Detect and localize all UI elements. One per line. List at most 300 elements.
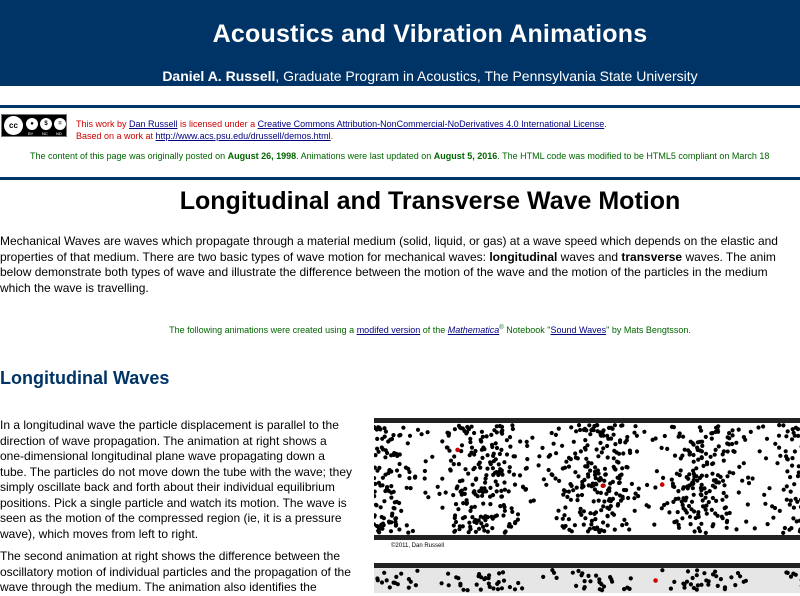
- particle: [389, 529, 393, 533]
- particle: [470, 446, 474, 450]
- particle: [618, 481, 622, 485]
- tracked-particle-1: [653, 578, 658, 583]
- particle: [777, 434, 781, 438]
- particle: [380, 483, 384, 487]
- particle: [567, 456, 571, 460]
- modified-version-link[interactable]: modifed version: [357, 325, 421, 335]
- particle: [785, 484, 789, 488]
- particle: [711, 496, 715, 500]
- particle: [407, 577, 411, 581]
- particle: [518, 439, 522, 443]
- particle: [574, 584, 578, 588]
- credit-text-3: Notebook ": [504, 325, 551, 335]
- particle: [587, 483, 591, 487]
- posted-text-2: . Animations were last updated on: [296, 151, 434, 161]
- particle: [746, 502, 750, 506]
- particle: [625, 522, 629, 526]
- particle: [630, 482, 634, 486]
- particle: [486, 515, 490, 519]
- particle: [692, 443, 696, 447]
- particle: [467, 530, 471, 534]
- particle: [500, 425, 504, 429]
- particle: [430, 455, 434, 459]
- particle: [573, 470, 577, 474]
- particle: [491, 466, 495, 470]
- particle: [426, 495, 430, 499]
- particle: [719, 475, 723, 479]
- particle: [701, 504, 705, 508]
- particle: [605, 444, 609, 448]
- particle: [761, 424, 765, 428]
- particle: [482, 577, 486, 581]
- particle: [714, 480, 718, 484]
- particle: [583, 585, 587, 589]
- particle: [635, 449, 639, 453]
- particle: [483, 481, 487, 485]
- particle: [470, 425, 474, 429]
- particle: [685, 511, 689, 515]
- particle-field-2: [374, 568, 800, 593]
- particle: [495, 446, 499, 450]
- particle: [729, 575, 733, 579]
- particle: [544, 483, 548, 487]
- particle: [576, 569, 580, 573]
- particle: [586, 574, 590, 578]
- particle: [405, 486, 409, 490]
- particle: [781, 531, 785, 535]
- particle: [481, 446, 485, 450]
- particle: [507, 489, 511, 493]
- particle: [601, 434, 605, 438]
- particle: [406, 531, 410, 535]
- particle: [460, 443, 464, 447]
- particle: [753, 526, 757, 530]
- particle: [393, 500, 397, 504]
- particle: [460, 492, 464, 496]
- particle: [408, 434, 412, 438]
- particle: [391, 433, 395, 437]
- particle: [489, 515, 493, 519]
- particle: [386, 471, 390, 475]
- particle: [490, 445, 494, 449]
- particle-field: [374, 423, 800, 535]
- particle: [463, 467, 467, 471]
- particle: [672, 580, 676, 584]
- particle: [612, 456, 616, 460]
- particle: [382, 571, 386, 575]
- particle: [670, 425, 674, 429]
- particle: [550, 473, 554, 477]
- p1-line: one-dimensional longitudinal plane wave propagating down a: [0, 449, 372, 465]
- particle: [791, 427, 795, 431]
- particle: [585, 443, 589, 447]
- particle: [474, 477, 478, 481]
- particle: [691, 453, 695, 457]
- particle: [691, 576, 695, 580]
- particle: [606, 523, 610, 527]
- particle: [606, 514, 610, 518]
- particle: [503, 488, 507, 492]
- particle: [785, 469, 789, 473]
- particle: [743, 438, 747, 442]
- cc-license-badge-icon[interactable]: [1, 114, 67, 137]
- particle: [389, 484, 393, 488]
- particle: [665, 447, 669, 451]
- particle: [786, 429, 790, 433]
- particle: [374, 494, 376, 498]
- sound-waves-link[interactable]: Sound Waves: [550, 325, 606, 335]
- particle: [482, 528, 486, 532]
- particle: [436, 485, 440, 489]
- particle: [499, 448, 503, 452]
- particle: [775, 461, 779, 465]
- particle: [452, 454, 456, 458]
- particle: [393, 520, 397, 524]
- particle: [681, 582, 685, 586]
- particle: [426, 430, 430, 434]
- particle: [480, 430, 484, 434]
- particle: [734, 527, 738, 531]
- particle: [679, 456, 683, 460]
- particle: [686, 448, 690, 452]
- particle: [444, 490, 448, 494]
- particle: [537, 463, 541, 467]
- particle: [612, 433, 616, 437]
- particle: [475, 583, 479, 587]
- particle: [727, 431, 731, 435]
- particle: [700, 444, 704, 448]
- particle: [588, 579, 592, 583]
- particle: [461, 588, 465, 592]
- particle: [790, 456, 794, 460]
- particle: [790, 437, 794, 441]
- particle: [778, 509, 782, 513]
- particle: [557, 427, 561, 431]
- longitudinal-wave-animation: [374, 418, 800, 540]
- particle: [710, 508, 714, 512]
- particle: [485, 434, 489, 438]
- particle: [499, 495, 503, 499]
- particle: [562, 513, 566, 517]
- particle: [479, 515, 483, 519]
- particle: [503, 509, 507, 513]
- particle: [388, 585, 392, 589]
- particle: [628, 587, 632, 591]
- particle: [394, 575, 398, 579]
- particle: [499, 489, 503, 493]
- particle: [516, 581, 520, 585]
- particle: [413, 476, 417, 480]
- particle: [696, 583, 700, 587]
- particle: [502, 503, 506, 507]
- particle: [491, 586, 495, 590]
- particle: [688, 483, 692, 487]
- particle: [795, 519, 799, 523]
- particle: [608, 481, 612, 485]
- particle: [734, 441, 738, 445]
- particle: [730, 428, 734, 432]
- particle: [501, 513, 505, 517]
- particle: [374, 503, 378, 507]
- particle: [392, 506, 396, 510]
- particle: [692, 472, 696, 476]
- particle: [513, 454, 517, 458]
- particle: [695, 573, 699, 577]
- particle: [488, 502, 492, 506]
- particle: [707, 579, 711, 583]
- particle: [498, 452, 502, 456]
- particle: [691, 486, 695, 490]
- particle: [609, 577, 613, 581]
- particle: [690, 500, 694, 504]
- particle: [583, 438, 587, 442]
- particle: [587, 423, 591, 427]
- particle: [541, 575, 545, 579]
- particle: [374, 482, 377, 486]
- particle: [580, 493, 584, 497]
- particle: [692, 493, 696, 497]
- particle: [679, 468, 683, 472]
- p1-line: tube. The particles do not move down the tube with the wave; they: [0, 465, 372, 481]
- particle: [554, 451, 558, 455]
- particle: [722, 483, 726, 487]
- particle: [489, 433, 493, 437]
- particle: [762, 493, 766, 497]
- particle: [491, 473, 495, 477]
- particle: [457, 424, 461, 428]
- tracked-particle-3: [660, 482, 665, 487]
- particle: [789, 490, 793, 494]
- particle: [492, 452, 496, 456]
- particle: [572, 440, 576, 444]
- particle: [733, 450, 737, 454]
- particle: [742, 461, 746, 465]
- particle: [607, 498, 611, 502]
- particle: [571, 488, 575, 492]
- particle: [380, 445, 384, 449]
- particle: [397, 433, 401, 437]
- p1-line: wave), which moves from left to right.: [0, 527, 372, 543]
- animation-credit: [0, 325, 800, 335]
- particle: [452, 530, 456, 534]
- intro-line-2: [0, 250, 800, 266]
- particle: [465, 501, 469, 505]
- particle: [500, 586, 504, 590]
- particle: [563, 505, 567, 509]
- particle: [606, 455, 610, 459]
- particle: [583, 579, 587, 583]
- particle: [497, 571, 501, 575]
- particle: [567, 490, 571, 494]
- particle: [624, 465, 628, 469]
- particle: [586, 472, 590, 476]
- particle: [699, 522, 703, 526]
- particle: [540, 446, 544, 450]
- p2-line: The second animation at right shows the difference between the: [0, 549, 372, 565]
- registered-mark: ®: [499, 325, 503, 331]
- particle: [628, 451, 632, 455]
- particle: [494, 441, 498, 445]
- particle: [709, 455, 713, 459]
- particle: [611, 427, 615, 431]
- particle: [582, 523, 586, 527]
- particle: [466, 588, 470, 592]
- particle: [689, 522, 693, 526]
- source-end: .: [331, 131, 334, 141]
- particle: [726, 449, 730, 453]
- p1-line: direction of wave propagation. The animation at right shows a: [0, 434, 372, 450]
- particle: [451, 493, 455, 497]
- particle: [452, 523, 456, 527]
- particle: [791, 516, 795, 520]
- particle: [724, 494, 728, 498]
- particle: [380, 515, 384, 519]
- particle: [597, 499, 601, 503]
- particle: [645, 483, 649, 487]
- particle: [512, 473, 516, 477]
- particle: [513, 483, 517, 487]
- particle: [661, 476, 665, 480]
- particle: [673, 454, 677, 458]
- particle: [598, 441, 602, 445]
- particle: [792, 506, 796, 510]
- particle: [440, 477, 444, 481]
- particle: [705, 512, 709, 516]
- particle: [445, 445, 449, 449]
- particle: [693, 529, 697, 533]
- particle: [787, 528, 791, 532]
- particle: [700, 440, 704, 444]
- particle: [550, 568, 554, 572]
- particle: [594, 574, 598, 578]
- particle: [710, 437, 714, 441]
- particle: [749, 430, 753, 434]
- particle: [593, 517, 597, 521]
- author-link[interactable]: Dan Russell: [129, 119, 178, 129]
- particle: [620, 523, 624, 527]
- particle: [508, 465, 512, 469]
- particle: [601, 446, 605, 450]
- particle: [785, 498, 789, 502]
- particle: [567, 465, 571, 469]
- particle: [681, 435, 685, 439]
- particle: [570, 484, 574, 488]
- source-link[interactable]: http://www.acs.psu.edu/drussell/demos.html: [156, 131, 331, 141]
- particle: [383, 455, 387, 459]
- particle: [560, 444, 564, 448]
- particle: [594, 482, 598, 486]
- particle: [454, 520, 458, 524]
- particle: [632, 431, 636, 435]
- particle: [773, 506, 777, 510]
- particle: [720, 515, 724, 519]
- particle: [713, 453, 717, 457]
- particle: [458, 583, 462, 587]
- particle: [553, 476, 557, 480]
- particle: [736, 571, 740, 575]
- particle: [502, 480, 506, 484]
- particle: [374, 453, 378, 457]
- particle: [670, 478, 674, 482]
- particle: [714, 448, 718, 452]
- particle: [594, 510, 598, 514]
- particle: [713, 511, 717, 515]
- particle: [680, 516, 684, 520]
- particle: [497, 462, 501, 466]
- particle: [574, 429, 578, 433]
- particle: [700, 474, 704, 478]
- particle: [605, 506, 609, 510]
- page-title: Longitudinal and Transverse Wave Motion: [0, 187, 800, 216]
- particle: [488, 585, 492, 589]
- particle: [756, 425, 760, 429]
- particle: [573, 451, 577, 455]
- particle: [494, 470, 498, 474]
- particle: [699, 583, 703, 587]
- particle: [507, 524, 511, 528]
- particle: [520, 586, 524, 590]
- particle: [747, 481, 751, 485]
- particle: [714, 499, 718, 503]
- particle: [375, 469, 379, 473]
- particle: [726, 435, 730, 439]
- particle: [722, 491, 726, 495]
- particle: [592, 526, 596, 530]
- license-link[interactable]: Creative Commons Attribution-NonCommercial-NoDerivatives 4.0 International License: [258, 119, 605, 129]
- particle: [651, 438, 655, 442]
- particle: [461, 501, 465, 505]
- particle: [716, 584, 720, 588]
- particle: [407, 470, 411, 474]
- particle: [593, 465, 597, 469]
- particle: [455, 486, 459, 490]
- particle: [663, 434, 667, 438]
- particle: [614, 492, 618, 496]
- divider-bottom: [0, 177, 800, 180]
- particle: [694, 466, 698, 470]
- particle: [378, 524, 382, 528]
- particle: [569, 425, 573, 429]
- particle: [704, 435, 708, 439]
- mathematica-link[interactable]: Mathematica: [448, 325, 500, 335]
- site-title: Acoustics and Vibration Animations: [0, 20, 800, 49]
- particle: [685, 475, 689, 479]
- particle: [588, 432, 592, 436]
- particle: [708, 489, 712, 493]
- particle: [695, 446, 699, 450]
- particle: [374, 476, 376, 480]
- particle: [620, 466, 624, 470]
- particle: [596, 429, 600, 433]
- particle: [672, 520, 676, 524]
- particle: [660, 568, 664, 572]
- particle: [730, 442, 734, 446]
- license-prefix: This work by: [76, 119, 129, 129]
- particle: [485, 523, 489, 527]
- particle: [588, 511, 592, 515]
- particle: [669, 587, 673, 591]
- particle: [495, 483, 499, 487]
- particle: [616, 460, 620, 464]
- particle: [387, 520, 391, 524]
- particle: [612, 513, 616, 517]
- particle: [485, 467, 489, 471]
- intro-line-2d: waves. The anim: [682, 250, 776, 264]
- particle: [604, 492, 608, 496]
- particle: [500, 473, 504, 477]
- particle: [616, 502, 620, 506]
- particle: [463, 515, 467, 519]
